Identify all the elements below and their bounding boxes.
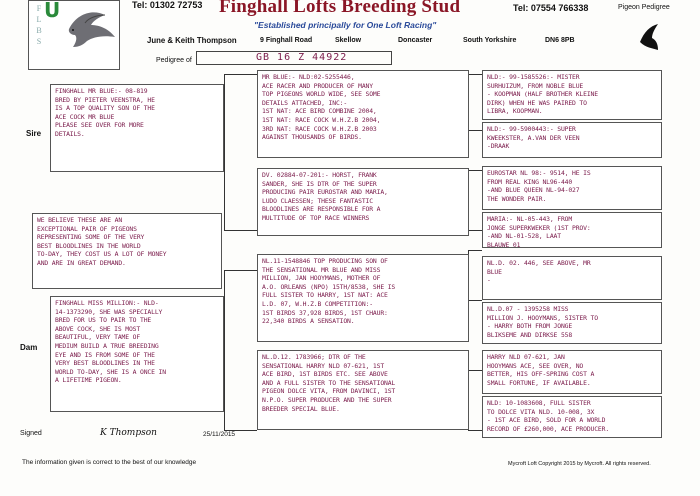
logo-letters: F L B S <box>36 4 42 46</box>
sire-ss-box <box>482 70 662 120</box>
pedigree-of-label: Pedigree of <box>156 57 192 64</box>
signature-date: 25/11/2015 <box>203 431 236 438</box>
sire-main-text: FINGHALL MR BLUE:- 08-819 BRED BY PIETER VEENSTRA, HE IS A TOP QUALITY SON OF THE ACE COCK MR BLUE PLEASE SEE OVER FOR MORE DETAILS. <box>55 87 155 138</box>
address-street: 9 Finghall Road <box>260 37 313 44</box>
connector-line <box>468 250 482 251</box>
sire-sd-text: NLD:- 99-5900443:- SUPER KWEEKSTER, A.VAN DER VEEN -DRAAK <box>487 125 580 151</box>
connector-line <box>468 300 482 301</box>
sire-dd-box <box>482 212 662 248</box>
dam-ss-text: NL.D. 02. 446, SEE ABOVE, MR BLUE - <box>487 259 591 285</box>
dam-sire-box <box>257 254 469 342</box>
connector-line <box>468 430 482 431</box>
connector-line <box>224 270 225 430</box>
dam-main-box <box>50 296 224 412</box>
address-postcode: DN6 8PB <box>545 37 575 44</box>
owners-name: June & Keith Thompson <box>147 36 237 45</box>
sire-dam-text: DV. 02884-07-201:- HORST, FRANK SANDER, SHE IS DTR OF THE SUPER PRODUCING PAIR EUROSTAR AND MARIA, LUDO CLAESSEN; THESE FANTASTIC BLOODLINES ARE RESPONSIBLE FOR A MULTITUDE OF TOP RACE WINNERS <box>262 171 388 222</box>
document-type-label: Pigeon Pedigree <box>618 4 670 11</box>
pigeon-icon <box>63 7 119 53</box>
address-town: Doncaster <box>398 37 433 44</box>
stud-logo <box>28 0 120 70</box>
connector-line <box>468 370 482 371</box>
connector-line <box>224 74 225 230</box>
connector-line <box>468 170 482 171</box>
connector-line <box>224 74 257 75</box>
dam-ds-box <box>482 350 662 394</box>
logo-mark: U <box>44 0 61 22</box>
pedigree-ring-number: GB 16 Z 44922 <box>256 52 348 63</box>
sire-dam-box <box>257 168 469 236</box>
signature: K Thompson <box>100 428 157 438</box>
subtitle: "Established principally for One Loft Racing" <box>254 20 437 30</box>
connector-line <box>468 130 482 131</box>
sire-sire-text: MR BLUE:- NLD:02-5255446, ACE RACER AND PRODUCER OF MANY TOP PIGEONS WORLD WIDE, SEE SOME DETAILS ATTACHED, INC:- 1ST NAT: ACE BIRD COMBINE 2004, 1ST NAT: RACE COCK W.H.Z.B 2004, 3RD NAT: RACE COCK W.H.Z.B 2003 AGAINST THOUSANDS OF BIRDS. <box>262 73 381 142</box>
telephone-right: Tel: 07554 766338 <box>513 3 589 13</box>
connector-line <box>468 230 482 231</box>
dam-dd-text: NLD: 10-1083608, FULL SISTER TO DOLCE VITA NLD. 10-008, 3X - 1ST ACE BIRD, SOLD FOR A WORLD RECORD OF £260,000, ACE PRODUCER. <box>487 399 610 433</box>
dam-ds-text: HARRY NLD 07-621, JAN HOOYMANS ACE, SEE OVER, NO BETTER, HIS OFF-SPRING COST A SMALL FORTUNE, IF AVAILABLE. <box>487 353 595 387</box>
sire-dd-text: MARIA:- NL-05-443, FROM JONGE SUPERKWEKER (1ST PROV: -AND NL-01-528, LAAT BLAUWE 01 <box>487 215 591 249</box>
dam-label: Dam <box>20 343 38 352</box>
note-text: WE BELIEVE THESE ARE AN EXCEPTIONAL PAIR OF PIGEONS REPRESENTING SOME OF THE VERY BEST BLOODLINES IN THE WORLD TO-DAY, THEY COST US A LOT OF MONEY AND ARE IN GREAT DEMAND. <box>37 216 167 267</box>
dam-dam-box <box>257 350 469 430</box>
dam-dd-box <box>482 396 662 438</box>
note-box <box>32 213 222 289</box>
address-county: South Yorkshire <box>463 37 517 44</box>
sire-sire-box <box>257 70 469 158</box>
connector-line <box>224 230 257 231</box>
flying-bird-icon <box>638 22 660 54</box>
signed-label: Signed <box>20 430 42 437</box>
sire-ss-text: NLD:- 99-1585526:- MISTER SURHUIZUM, FROM NOBLE BLUE - KOOPMAN (HALF BROTHER KLEINE DIRK) WHEN HE WAS PAIRED TO LIBRA, KOOPMAN. <box>487 73 598 116</box>
telephone-left: Tel: 01302 72753 <box>132 0 203 10</box>
dam-sd-text: NL.D.07 - 1395258 MISS MILLION J. HOOYMANS, SISTER TO - HARRY BOTH FROM JONGE BLIKSEME AND DIRKSE 558 <box>487 305 598 339</box>
copyright: Mycroft Loft Copyright 2015 by Mycroft. All rights reserved. <box>508 461 651 467</box>
connector-line <box>468 74 482 75</box>
sire-ds-box <box>482 166 662 210</box>
sire-label: Sire <box>26 129 42 138</box>
dam-dam-text: NL.D.12. 1783966; DTR OF THE SENSATIONAL HARRY NLD 07-621, 1ST ACE BIRD, 1ST BIRDS ETC. SEE ABOVE AND A FULL SISTER TO THE SENSATIONAL PIGEON DOLCE VITA, FROM DAVINCI, 1ST N.P.O. SUPER PRODUCER AND THE SUPER BREEDER SPECIAL BLUE. <box>262 353 396 413</box>
sire-ds-text: EUROSTAR NL 98:- 9514, HE IS FROM REAL KING NL96-440 -AND BLUE QUEEN NL-94-027 THE WONDER PAIR. <box>487 169 591 203</box>
dam-sd-box <box>482 302 662 344</box>
address-village: Skellow <box>335 37 362 44</box>
disclaimer: The information given is correct to the best of our knowledge <box>22 459 197 466</box>
page-title: Finghall Lofts Breeding Stud <box>219 0 461 17</box>
dam-main-text: FINGHALL MISS MILLION:- NLD- 14-1373290, SHE WAS SPECIALLY BRED FOR US TO PAIR TO THE ABOVE COCK, SHE IS MOST BEAUTIFUL, VERY TAME OF MEDIUM BUILD A TRUE BREEDING EYE AND IS FROM SOME OF THE VERY BEST BLOODLINES IN THE WORLD TO-DAY, SHE IS A ONCE IN A LIFETIME PIGEON. <box>55 299 166 385</box>
sire-sd-box <box>482 122 662 158</box>
sire-main-box <box>50 84 224 172</box>
connector-line <box>224 270 257 271</box>
dam-sire-text: NL.11-1548846 TOP PRODUCING SON OF THE SENSATIONAL MR BLUE AND MISS MILLION, JAN HOOYMANS, MOTHER OF A.O. ORLEANS (NPO) 15TH/8538, SHE IS FULL SISTER TO HARRY, 1ST NAT: ACE L.D. 07, W.H.Z.B COMPETITION:- 1ST BIRDS 37,928 BIRDS, 1ST CHAUR: 22,340 BIRDS A SENSATION. <box>262 257 396 326</box>
dam-ss-box <box>482 256 662 300</box>
